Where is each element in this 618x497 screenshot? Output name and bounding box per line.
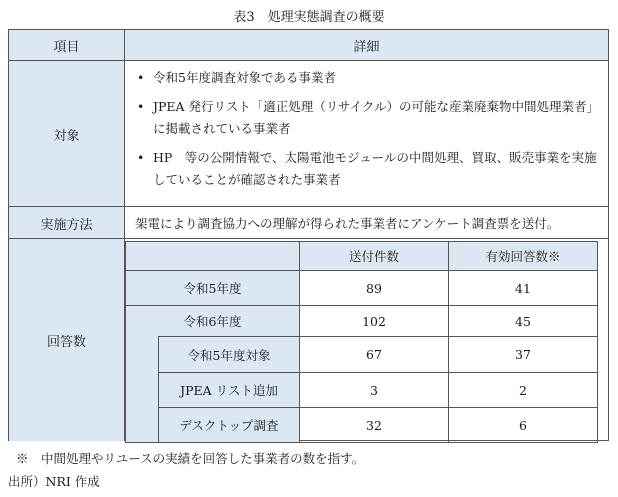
summary-table	[8, 29, 609, 441]
row-label: デスクトップ調査	[158, 407, 300, 443]
row-label: 令和5年度	[125, 270, 300, 306]
cell-sent: 32	[299, 407, 449, 443]
method-label: 実施方法	[9, 207, 125, 239]
cell-valid: 45	[448, 305, 598, 337]
col-valid-header: 有効回答数※	[448, 241, 598, 271]
cell-sent: 102	[299, 305, 449, 337]
cell-valid: 41	[448, 270, 598, 306]
method-detail	[125, 207, 608, 239]
target-label: 対象	[9, 61, 125, 207]
row-label: 令和6年度	[183, 314, 242, 329]
source-note: 出所）NRI 作成	[8, 474, 100, 489]
target-bullet: • JPEA 発行リスト「適正処理（リサイクル）の可能な産業廃棄物中間処理業者」に掲載されている事業者	[135, 96, 605, 140]
header-detail: 詳細	[353, 39, 380, 55]
target-row	[9, 60, 608, 207]
responses-label: 回答数	[9, 239, 125, 441]
method-text: 架電により調査協力への理解が得られた事業者にアンケート調査票を送付。	[135, 216, 560, 231]
responses-row	[9, 238, 608, 441]
cell-sent: 67	[299, 336, 449, 373]
responses-corner	[125, 241, 299, 271]
table-header-row	[9, 30, 608, 60]
col-sent-header: 送付件数	[299, 241, 449, 271]
row-label: JPEA リスト追加	[158, 372, 300, 408]
footnote: ※ 中間処理やリユースの実績を回答した事業者の数を指す。	[16, 451, 365, 466]
table-title: 表3 処理実態調査の概要	[233, 10, 385, 25]
method-row	[9, 206, 608, 239]
row-label: 令和5年度対象	[158, 336, 300, 373]
cell-sent: 89	[299, 270, 449, 306]
target-bullet: • HP 等の公開情報で、太陽電池モジュールの中間処理、買取、販売事業を実施していることが確認された事業者	[135, 147, 605, 191]
cell-valid: 37	[448, 336, 598, 373]
header-item: 項目	[9, 30, 125, 60]
cell-sent: 3	[299, 372, 449, 408]
target-bullet: • 令和5年度調査対象である事業者	[135, 67, 605, 89]
target-detail	[125, 61, 608, 207]
cell-valid: 2	[448, 372, 598, 408]
responses-table	[125, 241, 598, 443]
cell-valid: 6	[448, 407, 598, 443]
